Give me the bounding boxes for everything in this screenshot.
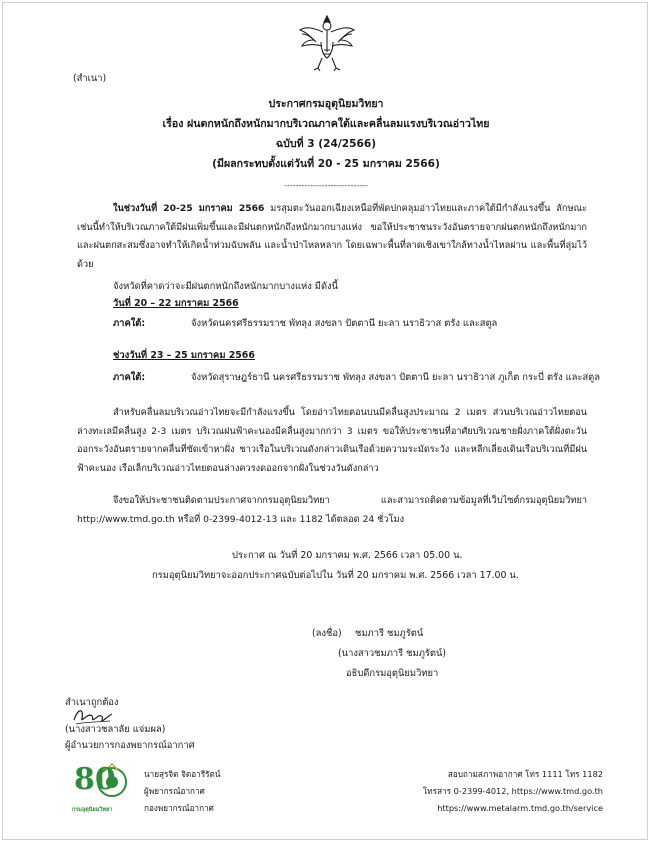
heading-issue: ฉบับที่ 3 (24/2566) [275,138,377,150]
intro-paragraph [77,200,587,274]
heading-effective: (มีผลกระทบตั้งแต่วันที่ 20 - 25 มกราคม 2566) [212,158,440,170]
intro-lead: ในช่วงวันที่ 20-25 มกราคม 2566 [113,203,265,214]
logo-number: 80 [74,762,116,797]
follow-paragraph: จึงขอให้ประชาชนติดตามประกาศจากกรมอุตุนิยมวิทยา และสามารถติดตามข้อมูลที่เว็บไซต์กรมอุตุนิยมวิทยา http://www.tmd.go.th หรือที่ 0-2399-4012-13 และ 1182 ได้ตลอด 24 ชั่วโมง [77,495,587,525]
certify-name: (นางสาวชลาลัย แจ่มผล) [65,724,166,735]
signed-label: (ลงชื่อ) [312,628,342,639]
heading-subject: เรื่อง ฝนตกหนักถึงหนักมากบริเวณภาคใต้และคลื่นลมแรงบริเวณอ่าวไทย [162,118,490,130]
signatory-title: อธิบดีกรมอุตุนิยมวิทยา [346,668,439,679]
contact-line-3[interactable]: https://www.metalarm.tmd.go.th/service [437,803,603,813]
period-1-region: ภาคใต้: [113,318,146,329]
signed-name: ชมภารี ชมภูรัตน์ [355,628,424,639]
garuda-emblem-icon [296,12,358,74]
period-1-provinces: จังหวัดนครศรีธรรมราช พัทลุง สงขลา ปัตตานี ยะลา นราธิวาส ตรัง และสตูล [191,318,498,329]
contact-line-2[interactable]: โทรสาร 0-2399-4012, https://www.tmd.go.th [422,786,603,796]
officer-role: ผู้พยากรณ์อากาศ [144,786,205,796]
certify-label: สำเนาถูกต้อง [65,697,119,708]
period-1-date: วันที่ 20 – 22 มกราคม 2566 [113,298,239,309]
announce-line-2: กรมอุตุนิยมวิทยาจะออกประกาศฉบับต่อไปใน วันที่ 20 มกราคม พ.ศ. 2566 เวลา 17.00 น. [152,570,519,581]
signatory-full-name: (นางสาวชมภารี ชมภูรัตน์) [338,648,447,659]
period-2-region: ภาคใต้: [113,372,146,383]
period-2-date: ช่วงวันที่ 23 – 25 มกราคม 2566 [113,350,255,361]
certify-title: ผู้อำนวยการกองพยากรณ์อากาศ [65,740,195,751]
copy-mark: (สำเนา) [73,73,107,84]
separator: ----------------------------- [284,181,368,190]
period-2-provinces: จังหวัดสุราษฎร์ธานี นครศรีธรรมราช พัทลุง สงขลา ปัตตานี ยะลา นราธิวาส ภูเก็ต กระบี่ ตรัง และสตูล [191,372,601,383]
contact-line-1: สอบถามสภาพอากาศ โทร 1111 โทร 1182 [447,769,603,779]
logo-caption: กรมอุตุนิยมวิทยา [72,807,113,813]
tmd-80-logo [72,760,134,820]
forecast-intro: จังหวัดที่คาดว่าจะมีฝนตกหนักถึงหนักมากบางแห่ง มีดังนี้ [113,281,339,292]
wave-paragraph: สำหรับคลื่นลมบริเวณอ่าวไทยจะมีกำลังแรงขึ้น โดยอ่าวไทยตอนบนมีคลื่นสูงประมาณ 2 เมตร ส่วนบริเวณอ่าวไทยตอนล่างทะเลมีคลื่นสูง 2-3 เมตร บริเวณฝนฟ้าคะนองมีคลื่นสูงมากกว่า 3 เมตร ขอให้ประชาชนที่อาศัยบริเวณชายฝั่งภาคใต้ฝั่งตะวันออกระวังอันตรายจากคลื่นที่ซัดเข้าหาฝั่ง ชาวเรือในบริเวณดังกล่าวเดินเรือด้วยความระมัดระวัง และหลีกเลี่ยงเดินเรือบริเวณที่มีฝนฟ้าคะนอง เรือเล็กบริเวณอ่าวไทยตอนล่างควรงดออกจากฝั่งในช่วงวันดังกล่าว [77,407,587,474]
announce-line-1: ประกาศ ณ วันที่ 20 มกราคม พ.ศ. 2566 เวลา 05.00 น. [232,550,463,561]
officer-name: นายสุรจิต จิตอารีรัตน์ [144,769,221,779]
officer-dept: กองพยากรณ์อากาศ [144,803,214,813]
intro-body: มรสุมตะวันออกเฉียงเหนือที่พัดปกคลุมอ่าวไทยและภาคใต้มีกำลังแรงขึ้น ลักษณะเช่นนี้ทำให้บริเวณภาคใต้มีฝนเพิ่มขึ้นและมีฝนตกหนักถึงหนักมากบางแห่ง ขอให้ประชาชนระวังอันตรายจากฝนตกหนักถึงหนักมากและฝนตกสะสมซึ่งอาจทำให้เกิดน้ำท่วมฉับพลัน และน้ำป่าไหลหลาก โดยเฉพาะพื้นที่ลาดเชิงเขาใกล้ทางน้ำไหลผ่าน และพื้นที่ลุ่มไว้ด้วย [77,203,587,270]
heading-agency: ประกาศกรมอุตุนิยมวิทยา [268,98,384,110]
